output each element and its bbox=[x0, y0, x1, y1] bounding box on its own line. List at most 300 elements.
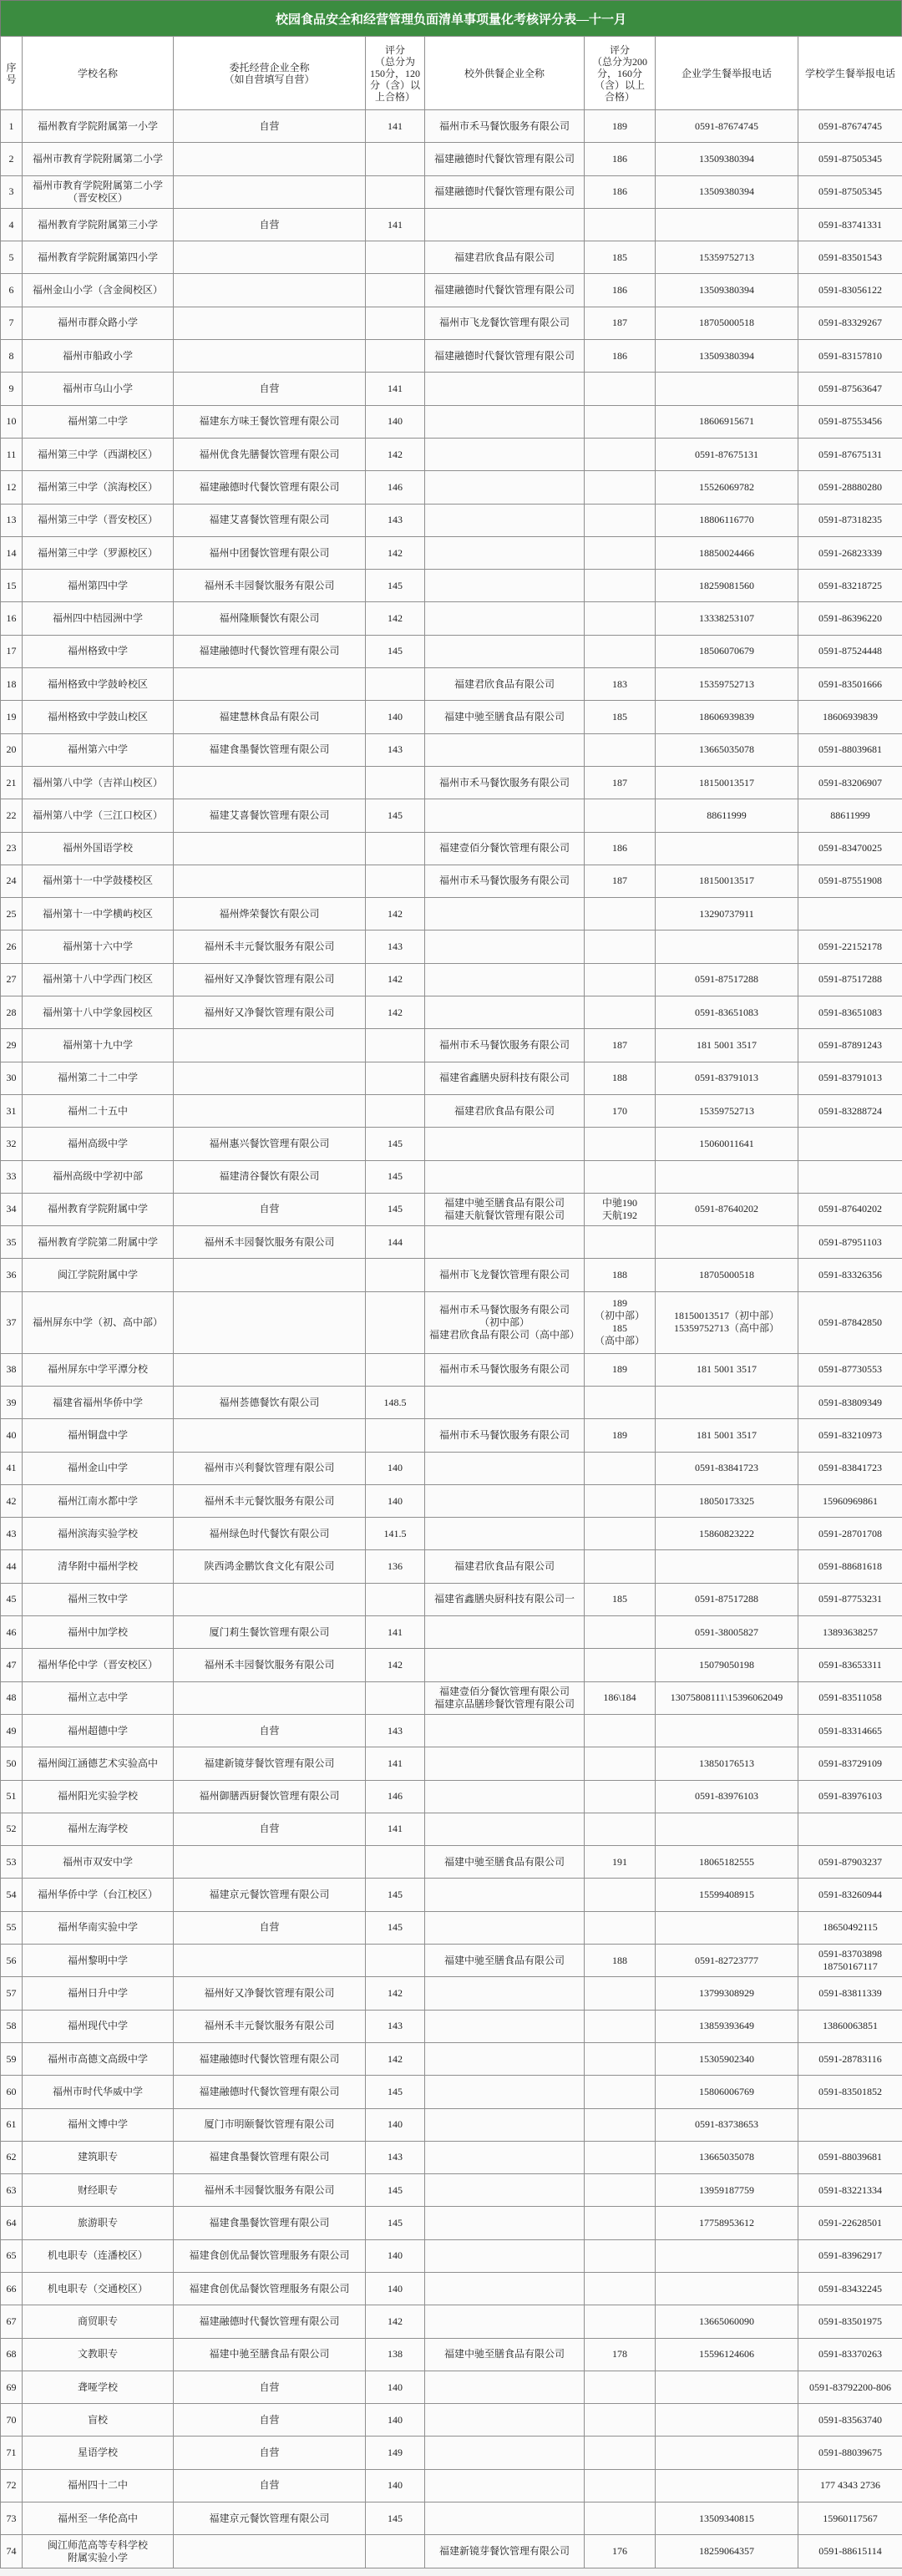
school-name: 福州江南水都中学 bbox=[23, 1484, 174, 1517]
contractor-name: 福建食墨餐饮管理有限公司 bbox=[174, 2207, 366, 2239]
table-row bbox=[1, 1353, 902, 1386]
school-phone: 0591-83329267 bbox=[798, 307, 902, 339]
row-no: 21 bbox=[1, 766, 23, 799]
vendor-score bbox=[585, 1879, 656, 1911]
vendor-score: 189 bbox=[585, 1353, 656, 1386]
row-no: 69 bbox=[1, 2371, 23, 2403]
vendor-phone: 18259081560 bbox=[656, 570, 798, 602]
contractor-name bbox=[174, 241, 366, 274]
vendor-score: 185 bbox=[585, 701, 656, 733]
vendor-phone: 0591-83651083 bbox=[656, 996, 798, 1029]
row-no: 57 bbox=[1, 1977, 23, 2010]
school-name: 福州中加学校 bbox=[23, 1616, 174, 1649]
contractor-name: 福州禾丰元餐饮服务有限公司 bbox=[174, 2010, 366, 2042]
vendor-phone bbox=[656, 1714, 798, 1747]
vendor-name bbox=[425, 1714, 585, 1747]
school-phone: 0591-83056122 bbox=[798, 274, 902, 307]
header-vendor-phone: 企业学生餐举报电话 bbox=[656, 37, 798, 110]
table-row bbox=[1, 1226, 902, 1259]
school-name: 福州第三中学（晋安校区） bbox=[23, 504, 174, 536]
vendor-phone bbox=[656, 208, 798, 241]
row-no: 46 bbox=[1, 1616, 23, 1649]
contractor-score: 148.5 bbox=[366, 1386, 425, 1418]
contractor-score: 142 bbox=[366, 1649, 425, 1681]
contractor-name bbox=[174, 2535, 366, 2568]
vendor-name: 福建君欣食品有限公司 bbox=[425, 1550, 585, 1583]
contractor-name bbox=[174, 1846, 366, 1879]
contractor-name bbox=[174, 340, 366, 373]
school-name: 福州格致中学鼓岭校区 bbox=[23, 668, 174, 701]
vendor-score bbox=[585, 373, 656, 405]
vendor-phone: 13959187759 bbox=[656, 2174, 798, 2207]
vendor-name bbox=[425, 2042, 585, 2075]
vendor-phone bbox=[656, 931, 798, 963]
vendor-score bbox=[585, 1747, 656, 1780]
school-name: 福州超德中学 bbox=[23, 1714, 174, 1747]
school-phone: 0591-83976103 bbox=[798, 1780, 902, 1813]
vendor-score: 186 bbox=[585, 340, 656, 373]
table-row bbox=[1, 2108, 902, 2141]
vendor-name bbox=[425, 1747, 585, 1780]
vendor-name: 福州市禾马餐饮服务有限公司 bbox=[425, 1353, 585, 1386]
vendor-score: 170 bbox=[585, 1094, 656, 1127]
vendor-phone bbox=[656, 832, 798, 865]
row-no: 5 bbox=[1, 241, 23, 274]
school-name: 福州第六中学 bbox=[23, 733, 174, 766]
vendor-name bbox=[425, 1160, 585, 1193]
school-phone: 0591-87842850 bbox=[798, 1291, 902, 1353]
vendor-phone-line: 15359752713（高中部） bbox=[673, 1322, 779, 1335]
header-contractor-score bbox=[366, 37, 425, 110]
vendor-name bbox=[425, 2010, 585, 2042]
school-name: 机电职专（交通校区） bbox=[23, 2273, 174, 2305]
school-name: 福州第十一中学鼓楼校区 bbox=[23, 865, 174, 897]
row-no: 28 bbox=[1, 996, 23, 1029]
vendor-score-line: 189 bbox=[612, 1297, 627, 1310]
contractor-name bbox=[174, 1291, 366, 1353]
row-no: 22 bbox=[1, 799, 23, 832]
vendor-phone: 0591-82723777 bbox=[656, 1945, 798, 1977]
vendor-name bbox=[425, 1386, 585, 1418]
table-row bbox=[1, 832, 902, 865]
school-phone bbox=[798, 1128, 902, 1160]
contractor-name: 自营 bbox=[174, 1911, 366, 1944]
row-no: 6 bbox=[1, 274, 23, 307]
contractor-score: 141.5 bbox=[366, 1518, 425, 1550]
school-name: 福州第三中学（西湖校区） bbox=[23, 438, 174, 470]
contractor-name: 福州隆顺餐饮有限公司 bbox=[174, 602, 366, 635]
contractor-name bbox=[174, 1259, 366, 1291]
row-no: 48 bbox=[1, 1681, 23, 1714]
vendor-score bbox=[585, 2239, 656, 2272]
row-no: 14 bbox=[1, 536, 23, 569]
contractor-name: 自营 bbox=[174, 2469, 366, 2502]
vendor-name bbox=[425, 2273, 585, 2305]
school-name: 福州文博中学 bbox=[23, 2108, 174, 2141]
contractor-score: 143 bbox=[366, 1714, 425, 1747]
contractor-name: 福州荟德餐饮有限公司 bbox=[174, 1386, 366, 1418]
contractor-name: 福建京元餐饮管理有限公司 bbox=[174, 2502, 366, 2535]
vendor-phone: 13509340815 bbox=[656, 2502, 798, 2535]
table-row bbox=[1, 1879, 902, 1911]
vendor-name bbox=[425, 1649, 585, 1681]
table-row bbox=[1, 2010, 902, 2042]
school-name bbox=[23, 175, 174, 208]
vendor-name bbox=[425, 1484, 585, 1517]
vendor-name: 福建融德时代餐饮管理有限公司 bbox=[425, 274, 585, 307]
table-row bbox=[1, 1386, 902, 1418]
school-phone: 0591-83501975 bbox=[798, 2305, 902, 2338]
school-name: 福州市时代华威中学 bbox=[23, 2076, 174, 2108]
vendor-phone: 18065182555 bbox=[656, 1846, 798, 1879]
school-name: 福州屏东中学（初、高中部） bbox=[23, 1291, 174, 1353]
vendor-score bbox=[585, 963, 656, 996]
header-vendor-score-line: 评分 bbox=[609, 43, 630, 56]
table-row bbox=[1, 340, 902, 373]
row-no: 49 bbox=[1, 1714, 23, 1747]
contractor-score: 142 bbox=[366, 963, 425, 996]
school-name: 商贸职专 bbox=[23, 2305, 174, 2338]
table-row bbox=[1, 1452, 902, 1484]
school-name bbox=[23, 2535, 174, 2568]
row-no: 7 bbox=[1, 307, 23, 339]
contractor-score bbox=[366, 1029, 425, 1062]
vendor-phone: 15305902340 bbox=[656, 2042, 798, 2075]
vendor-name bbox=[425, 2141, 585, 2173]
vendor-name bbox=[425, 2174, 585, 2207]
school-name: 福州第十九中学 bbox=[23, 1029, 174, 1062]
header-vendor-score-line: （总分为200 bbox=[591, 55, 647, 68]
school-phone: 0591-88681618 bbox=[798, 1550, 902, 1583]
contractor-name bbox=[174, 1583, 366, 1615]
row-no: 62 bbox=[1, 2141, 23, 2173]
school-name: 福州第四中学 bbox=[23, 570, 174, 602]
school-phone: 0591-87640202 bbox=[798, 1193, 902, 1225]
row-no: 37 bbox=[1, 1291, 23, 1353]
school-name: 福州教育学院附属第三小学 bbox=[23, 208, 174, 241]
vendor-score bbox=[585, 1128, 656, 1160]
contractor-name: 福建食创优品餐饮管理服务有限公司 bbox=[174, 2239, 366, 2272]
school-phone: 0591-83791013 bbox=[798, 1062, 902, 1094]
vendor-phone bbox=[656, 1813, 798, 1845]
row-no: 15 bbox=[1, 570, 23, 602]
vendor-phone: 15060011641 bbox=[656, 1128, 798, 1160]
contractor-name bbox=[174, 143, 366, 175]
school-name: 聋哑学校 bbox=[23, 2371, 174, 2403]
contractor-name: 自营 bbox=[174, 208, 366, 241]
vendor-phone: 0591-87517288 bbox=[656, 1583, 798, 1615]
school-phone: 0591-83288724 bbox=[798, 1094, 902, 1127]
vendor-score: 188 bbox=[585, 1062, 656, 1094]
header-contractor-score-line: 评分 bbox=[384, 43, 405, 56]
contractor-name: 福州市兴利餐饮管理有限公司 bbox=[174, 1452, 366, 1484]
row-no: 74 bbox=[1, 2535, 23, 2568]
school-name: 星语学校 bbox=[23, 2437, 174, 2469]
row-no: 8 bbox=[1, 340, 23, 373]
contractor-score: 141 bbox=[366, 1616, 425, 1649]
school-phone: 0591-87553456 bbox=[798, 405, 902, 438]
school-phone: 0591-83962917 bbox=[798, 2239, 902, 2272]
school-phone-line: 18750167117 bbox=[823, 1960, 878, 1973]
vendor-score bbox=[585, 208, 656, 241]
row-no: 18 bbox=[1, 668, 23, 701]
contractor-name: 福州好又净餐饮管理有限公司 bbox=[174, 996, 366, 1029]
row-no: 44 bbox=[1, 1550, 23, 1583]
vendor-score: 187 bbox=[585, 1029, 656, 1062]
table-row bbox=[1, 1160, 902, 1193]
school-phone: 0591-83651083 bbox=[798, 996, 902, 1029]
table-row bbox=[1, 931, 902, 963]
contractor-score bbox=[366, 865, 425, 897]
vendor-phone: 13509380394 bbox=[656, 175, 798, 208]
vendor-phone: 0591-87674745 bbox=[656, 110, 798, 143]
row-no: 2 bbox=[1, 143, 23, 175]
header-vendor-score bbox=[585, 37, 656, 110]
header-contractor-line: （如自营填写自营） bbox=[224, 73, 315, 85]
row-no: 30 bbox=[1, 1062, 23, 1094]
contractor-name: 福州优食先膳餐饮管理有限公司 bbox=[174, 438, 366, 470]
row-no: 72 bbox=[1, 2469, 23, 2502]
school-name: 福州教育学院附属第四小学 bbox=[23, 241, 174, 274]
contractor-name: 福州禾丰园餐饮服务有限公司 bbox=[174, 2174, 366, 2207]
contractor-name: 福州禾丰元餐饮服务有限公司 bbox=[174, 931, 366, 963]
contractor-name: 福建新镜芽餐饮管理有限公司 bbox=[174, 1747, 366, 1780]
vendor-name bbox=[425, 2437, 585, 2469]
school-phone: 0591-83218725 bbox=[798, 570, 902, 602]
vendor-phone: 15359752713 bbox=[656, 668, 798, 701]
school-name: 福州华南实验中学 bbox=[23, 1911, 174, 1944]
contractor-name bbox=[174, 865, 366, 897]
contractor-score: 140 bbox=[366, 405, 425, 438]
school-phone: 0591-83501666 bbox=[798, 668, 902, 701]
school-phone: 18650492115 bbox=[798, 1911, 902, 1944]
vendor-score bbox=[585, 1160, 656, 1193]
header-vendor: 校外供餐企业全称 bbox=[425, 37, 585, 110]
contractor-score: 145 bbox=[366, 2502, 425, 2535]
contractor-name bbox=[174, 832, 366, 865]
table-row bbox=[1, 307, 902, 339]
contractor-name bbox=[174, 1945, 366, 1977]
school-name: 福州市乌山小学 bbox=[23, 373, 174, 405]
vendor-phone: 13075808111\15396062049 bbox=[656, 1681, 798, 1714]
vendor-phone: 18506070679 bbox=[656, 635, 798, 667]
vendor-name-line: 福建君欣食品有限公司（高中部） bbox=[428, 1328, 580, 1341]
table-row bbox=[1, 1945, 902, 1977]
table-row bbox=[1, 2437, 902, 2469]
table-row bbox=[1, 2535, 902, 2568]
vendor-score bbox=[585, 1518, 656, 1550]
row-no: 38 bbox=[1, 1353, 23, 1386]
contractor-score: 141 bbox=[366, 1747, 425, 1780]
contractor-score: 146 bbox=[366, 471, 425, 504]
vendor-score bbox=[585, 1780, 656, 1813]
row-no: 70 bbox=[1, 2404, 23, 2437]
school-phone: 0591-83653311 bbox=[798, 1649, 902, 1681]
contractor-score: 145 bbox=[366, 635, 425, 667]
vendor-phone bbox=[656, 1160, 798, 1193]
vendor-name bbox=[425, 1681, 585, 1714]
vendor-name bbox=[425, 373, 585, 405]
row-no: 58 bbox=[1, 2010, 23, 2042]
vendor-score bbox=[585, 2174, 656, 2207]
vendor-phone: 13665035078 bbox=[656, 2141, 798, 2173]
contractor-name: 福建慧林食品有限公司 bbox=[174, 701, 366, 733]
school-name: 福州第十八中学象园校区 bbox=[23, 996, 174, 1029]
table-row bbox=[1, 1780, 902, 1813]
vendor-score bbox=[585, 2273, 656, 2305]
table-row bbox=[1, 471, 902, 504]
school-phone: 0591-87753231 bbox=[798, 1583, 902, 1615]
school-name: 福州闽江涵德艺术实验高中 bbox=[23, 1747, 174, 1780]
vendor-name bbox=[425, 2305, 585, 2338]
school-name: 旅游职专 bbox=[23, 2207, 174, 2239]
contractor-name: 福州惠兴餐饮管理有限公司 bbox=[174, 1128, 366, 1160]
school-name: 福州华伦中学（晋安校区） bbox=[23, 1649, 174, 1681]
vendor-name bbox=[425, 1911, 585, 1944]
header-no: 序号 bbox=[1, 37, 23, 110]
table-row bbox=[1, 1193, 902, 1225]
school-phone: 0591-83501852 bbox=[798, 2076, 902, 2108]
vendor-score: 186 bbox=[585, 143, 656, 175]
contractor-score bbox=[366, 1945, 425, 1977]
school-phone: 0591-83314665 bbox=[798, 1714, 902, 1747]
contractor-name bbox=[174, 1353, 366, 1386]
vendor-score bbox=[585, 635, 656, 667]
vendor-name bbox=[425, 471, 585, 504]
score-table bbox=[0, 36, 902, 2568]
table-row bbox=[1, 1550, 902, 1583]
table-row bbox=[1, 733, 902, 766]
table-row bbox=[1, 1419, 902, 1452]
table-row bbox=[1, 898, 902, 931]
contractor-score bbox=[366, 668, 425, 701]
contractor-score bbox=[366, 340, 425, 373]
vendor-phone: 18150013517 bbox=[656, 766, 798, 799]
school-phone: 0591-88039681 bbox=[798, 733, 902, 766]
vendor-phone: 15359752713 bbox=[656, 1094, 798, 1127]
row-no: 29 bbox=[1, 1029, 23, 1062]
school-name: 福州第十八中学西门校区 bbox=[23, 963, 174, 996]
vendor-score bbox=[585, 1649, 656, 1681]
vendor-score: 188 bbox=[585, 1259, 656, 1291]
contractor-name: 自营 bbox=[174, 2371, 366, 2403]
vendor-score bbox=[585, 2437, 656, 2469]
table-row bbox=[1, 1518, 902, 1550]
school-phone: 0591-83811339 bbox=[798, 1977, 902, 2010]
vendor-score bbox=[585, 2207, 656, 2239]
school-phone: 0591-83792200-806 bbox=[798, 2371, 902, 2403]
school-phone: 0591-87891243 bbox=[798, 1029, 902, 1062]
contractor-score bbox=[366, 143, 425, 175]
contractor-name: 福州禾丰园餐饮服务有限公司 bbox=[174, 1226, 366, 1259]
table-row bbox=[1, 1259, 902, 1291]
row-no: 36 bbox=[1, 1259, 23, 1291]
vendor-phone bbox=[656, 1291, 798, 1353]
vendor-name: 福建君欣食品有限公司 bbox=[425, 241, 585, 274]
row-no: 65 bbox=[1, 2239, 23, 2272]
contractor-score bbox=[366, 1094, 425, 1127]
row-no: 45 bbox=[1, 1583, 23, 1615]
vendor-score bbox=[585, 799, 656, 832]
vendor-score bbox=[585, 1714, 656, 1747]
vendor-name-line: 福建中驰至膳食品有限公司 bbox=[443, 1196, 565, 1209]
school-phone: 0591-28880280 bbox=[798, 471, 902, 504]
vendor-phone bbox=[656, 2469, 798, 2502]
row-no: 67 bbox=[1, 2305, 23, 2338]
vendor-name bbox=[425, 963, 585, 996]
school-phone bbox=[798, 1813, 902, 1845]
contractor-name: 福州御膳西厨餐饮管理有限公司 bbox=[174, 1780, 366, 1813]
school-phone: 0591-83470025 bbox=[798, 832, 902, 865]
school-name: 福州高级中学初中部 bbox=[23, 1160, 174, 1193]
school-phone: 15960969861 bbox=[798, 1484, 902, 1517]
school-name: 福州铜盘中学 bbox=[23, 1419, 174, 1452]
vendor-phone bbox=[656, 1386, 798, 1418]
vendor-score bbox=[585, 2305, 656, 2338]
contractor-name bbox=[174, 1681, 366, 1714]
table-row bbox=[1, 110, 902, 143]
contractor-score: 141 bbox=[366, 110, 425, 143]
school-phone: 0591-88039675 bbox=[798, 2437, 902, 2469]
contractor-name: 福州好又净餐饮管理有限公司 bbox=[174, 1977, 366, 2010]
table-row bbox=[1, 2502, 902, 2535]
school-phone: 18606939839 bbox=[798, 701, 902, 733]
school-name: 福州华侨中学（台江校区） bbox=[23, 1879, 174, 1911]
vendor-name bbox=[425, 1879, 585, 1911]
table-row bbox=[1, 1813, 902, 1845]
vendor-score-line: （初中部） bbox=[594, 1310, 645, 1322]
school-phone: 0591-87524448 bbox=[798, 635, 902, 667]
header-school: 学校名称 bbox=[23, 37, 174, 110]
vendor-phone: 17758953612 bbox=[656, 2207, 798, 2239]
school-name: 福州教育学院第二附属中学 bbox=[23, 1226, 174, 1259]
contractor-name bbox=[174, 307, 366, 339]
vendor-phone: 181 5001 3517 bbox=[656, 1029, 798, 1062]
contractor-name: 厦门市明颐餐饮管理有限公司 bbox=[174, 2108, 366, 2141]
school-name: 福州教育学院附属中学 bbox=[23, 1193, 174, 1225]
vendor-score bbox=[585, 2076, 656, 2108]
row-no: 47 bbox=[1, 1649, 23, 1681]
vendor-score: 187 bbox=[585, 865, 656, 897]
row-no: 20 bbox=[1, 733, 23, 766]
vendor-name bbox=[425, 2469, 585, 2502]
contractor-name: 福建食创优品餐饮管理服务有限公司 bbox=[174, 2273, 366, 2305]
vendor-name: 福建君欣食品有限公司 bbox=[425, 668, 585, 701]
school-name: 福州第八中学（三江口校区） bbox=[23, 799, 174, 832]
vendor-score: 185 bbox=[585, 241, 656, 274]
row-no: 63 bbox=[1, 2174, 23, 2207]
contractor-name bbox=[174, 668, 366, 701]
vendor-name: 福建省鑫膳央厨科技有限公司一 bbox=[425, 1583, 585, 1615]
school-phone: 0591-83741331 bbox=[798, 208, 902, 241]
table-row bbox=[1, 1062, 902, 1094]
contractor-name: 福建京元餐饮管理有限公司 bbox=[174, 1879, 366, 1911]
contractor-name: 福州好又净餐饮管理有限公司 bbox=[174, 963, 366, 996]
contractor-name: 自营 bbox=[174, 1813, 366, 1845]
vendor-name-line: 福建壹佰分餐饮管理有限公司 bbox=[438, 1685, 570, 1697]
vendor-phone: 15079050198 bbox=[656, 1649, 798, 1681]
vendor-name: 福建中驰至膳食品有限公司 bbox=[425, 1846, 585, 1879]
contractor-name: 自营 bbox=[174, 1193, 366, 1225]
row-no: 26 bbox=[1, 931, 23, 963]
contractor-name bbox=[174, 766, 366, 799]
table-row bbox=[1, 1977, 902, 2010]
vendor-name-line: 福州市禾马餐饮服务有限公司 bbox=[438, 1303, 570, 1316]
table-row bbox=[1, 241, 902, 274]
vendor-name bbox=[425, 2404, 585, 2437]
table-row bbox=[1, 996, 902, 1029]
vendor-phone: 13850176513 bbox=[656, 1747, 798, 1780]
